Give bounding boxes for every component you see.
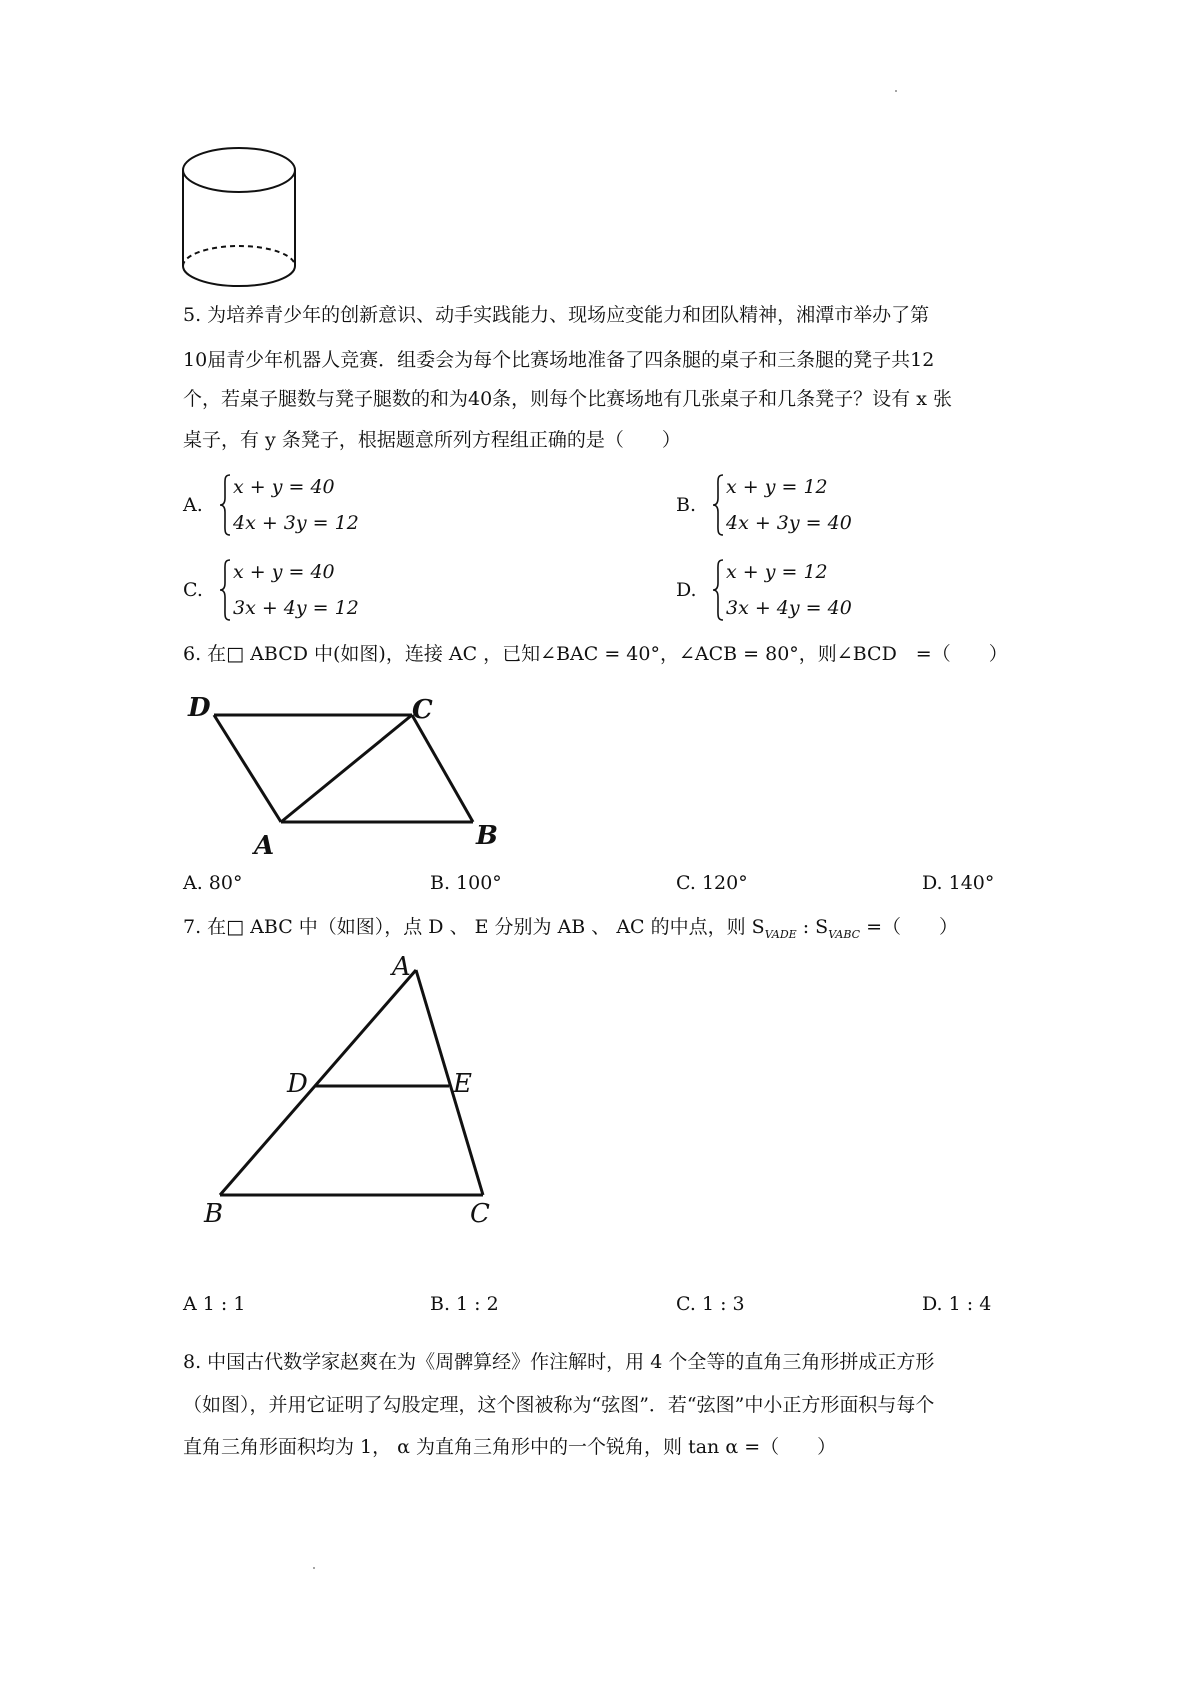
cylinder-bottom-back-dashed	[183, 246, 295, 266]
option-label: B.	[676, 494, 697, 516]
stray-dot-top	[895, 90, 897, 92]
vertex-label-b: B	[204, 1199, 224, 1229]
brace-icon	[219, 474, 231, 536]
q7-area-subscript-1: VADE	[764, 927, 797, 941]
q7-option-c[interactable]: C. 1 : 3	[676, 1293, 745, 1315]
q7-stem-end: =（ ）	[860, 916, 959, 938]
option-label: C.	[183, 579, 203, 601]
point-label-d: D	[287, 1069, 308, 1099]
option-label: A.	[183, 494, 203, 516]
q6-option-c[interactable]: C. 120°	[676, 872, 748, 894]
q6-option-b[interactable]: B. 100°	[430, 872, 502, 894]
equation-1: x + y = 12	[726, 476, 828, 498]
q7-option-b[interactable]: B. 1 : 2	[430, 1293, 499, 1315]
equation-1: x + y = 12	[726, 561, 828, 583]
side-ab	[220, 970, 416, 1195]
brace-icon	[219, 559, 231, 621]
q5-stem-line-1: 5. 为培养青少年的创新意识、动手实践能力、现场应变能力和团队精神，湘潭市举办了第	[183, 304, 930, 326]
q7-option-a[interactable]: A 1 : 1	[183, 1293, 246, 1315]
vertex-label-d: D	[188, 693, 211, 723]
q7-stem-text: 7. 在□ ABC 中（如图），点 D 、 E 分别为 AB 、 AC 的中点，则 S	[183, 916, 765, 938]
equation-2: 4x + 3y = 12	[233, 512, 359, 534]
equation-1: x + y = 40	[233, 476, 335, 498]
cylinder-bottom-front	[183, 266, 295, 286]
equation-2: 3x + 4y = 12	[233, 597, 359, 619]
vertex-label-a: A	[254, 831, 275, 858]
q6-option-d[interactable]: D. 140°	[922, 872, 995, 894]
q7-option-d[interactable]: D. 1 : 4	[922, 1293, 992, 1315]
equation-2: 4x + 3y = 40	[726, 512, 852, 534]
q8-stem-line-3: 直角三角形面积均为 1， α 为直角三角形中的一个锐角，则 tan α =（ ）	[183, 1436, 837, 1458]
brace-icon	[712, 474, 724, 536]
triangle-figure	[190, 950, 520, 1230]
q7-stem-mid: : S	[796, 916, 829, 938]
cylinder-top-ellipse	[183, 148, 295, 192]
brace-icon	[712, 559, 724, 621]
option-label: D.	[676, 579, 697, 601]
vertex-label-c: C	[470, 1199, 490, 1229]
vertex-label-a: A	[392, 952, 411, 982]
q6-stem: 6. 在□ ABCD 中(如图)，连接 AC ，已知∠BAC = 40°，∠ACB = 80°，则∠BCD =（ ）	[183, 643, 1008, 665]
side-cb	[412, 715, 473, 822]
side-da	[214, 715, 281, 822]
vertex-label-b: B	[476, 821, 498, 851]
side-ac	[416, 970, 483, 1195]
parallelogram-figure	[180, 688, 510, 858]
equation-2: 3x + 4y = 40	[726, 597, 852, 619]
q5-stem-line-3: 个，若桌子腿数与凳子腿数的和为40条，则每个比赛场地有几张桌子和几条凳子？设有 x 张	[183, 388, 952, 410]
q5-stem-line-4: 桌子，有 y 条凳子，根据题意所列方程组正确的是（ ）	[183, 429, 681, 451]
q7-stem	[183, 915, 958, 947]
q6-option-a[interactable]: A. 80°	[183, 872, 243, 894]
q8-stem-line-1: 8. 中国古代数学家赵爽在为《周髀算经》作注解时，用 4 个全等的直角三角形拼成正方形	[183, 1351, 935, 1373]
q7-area-subscript-2: VABC	[828, 927, 861, 941]
diagonal-ac	[281, 715, 412, 822]
stray-dot-bottom	[313, 1567, 315, 1569]
q5-stem-line-2: 10届青少年机器人竞赛．组委会为每个比赛场地准备了四条腿的桌子和三条腿的凳子共12	[183, 349, 935, 371]
vertex-label-c: C	[412, 695, 433, 725]
point-label-e: E	[453, 1069, 472, 1099]
q8-stem-line-2: （如图），并用它证明了勾股定理，这个图被称为“弦图”．若“弦图”中小正方形面积与每个	[183, 1394, 935, 1416]
cylinder-figure	[178, 140, 304, 290]
equation-1: x + y = 40	[233, 561, 335, 583]
